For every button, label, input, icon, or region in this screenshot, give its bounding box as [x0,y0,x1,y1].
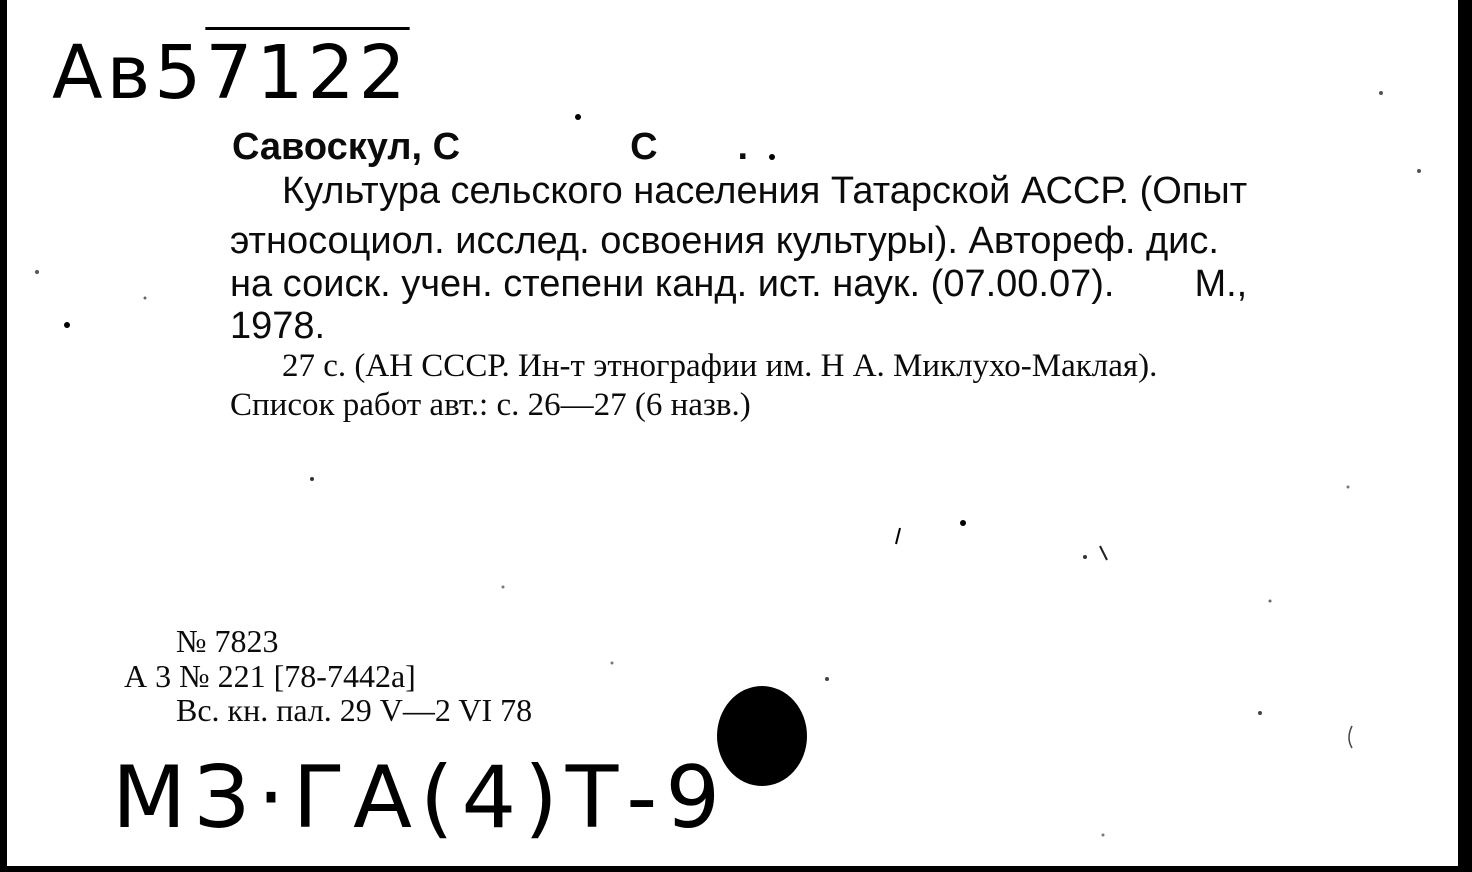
call-number-prefix: Ав5 [52,30,206,116]
author-dot: . [737,126,749,168]
title-line-1: Культура сельского населения Татарской АССР. (Опыт [282,170,1248,212]
a3-record-line: А 3 № 221 [78-7442а] [124,658,416,694]
publication-city: М., [1194,263,1248,305]
handwritten-shelf-code: МЗ·ГА(4)Т-9 [112,748,729,848]
title-line-3-text: на соиск. учен. степени канд. ист. наук. (07.00.07). [230,263,1115,305]
author-name: Савоскул, С [232,126,461,168]
author-initial: С [630,126,658,168]
call-number-suffix: 7122 [205,30,410,116]
book-chamber-line: Вс. кн. пал. 29 V—2 VI 78 [176,692,533,728]
record-number: № 7823 [176,623,279,659]
publication-year: 1978. [230,305,326,347]
works-list-line: Список работ авт.: с. 26—27 (6 назв.) [230,387,751,423]
title-line-2: этносоциол. исслед. освоения культуры). Автореф. дис. [230,220,1219,262]
pagination-line: 27 с. (АН СССР. Ин-т этнографии им. Н А. Миклухо-Маклая). [282,348,1158,384]
